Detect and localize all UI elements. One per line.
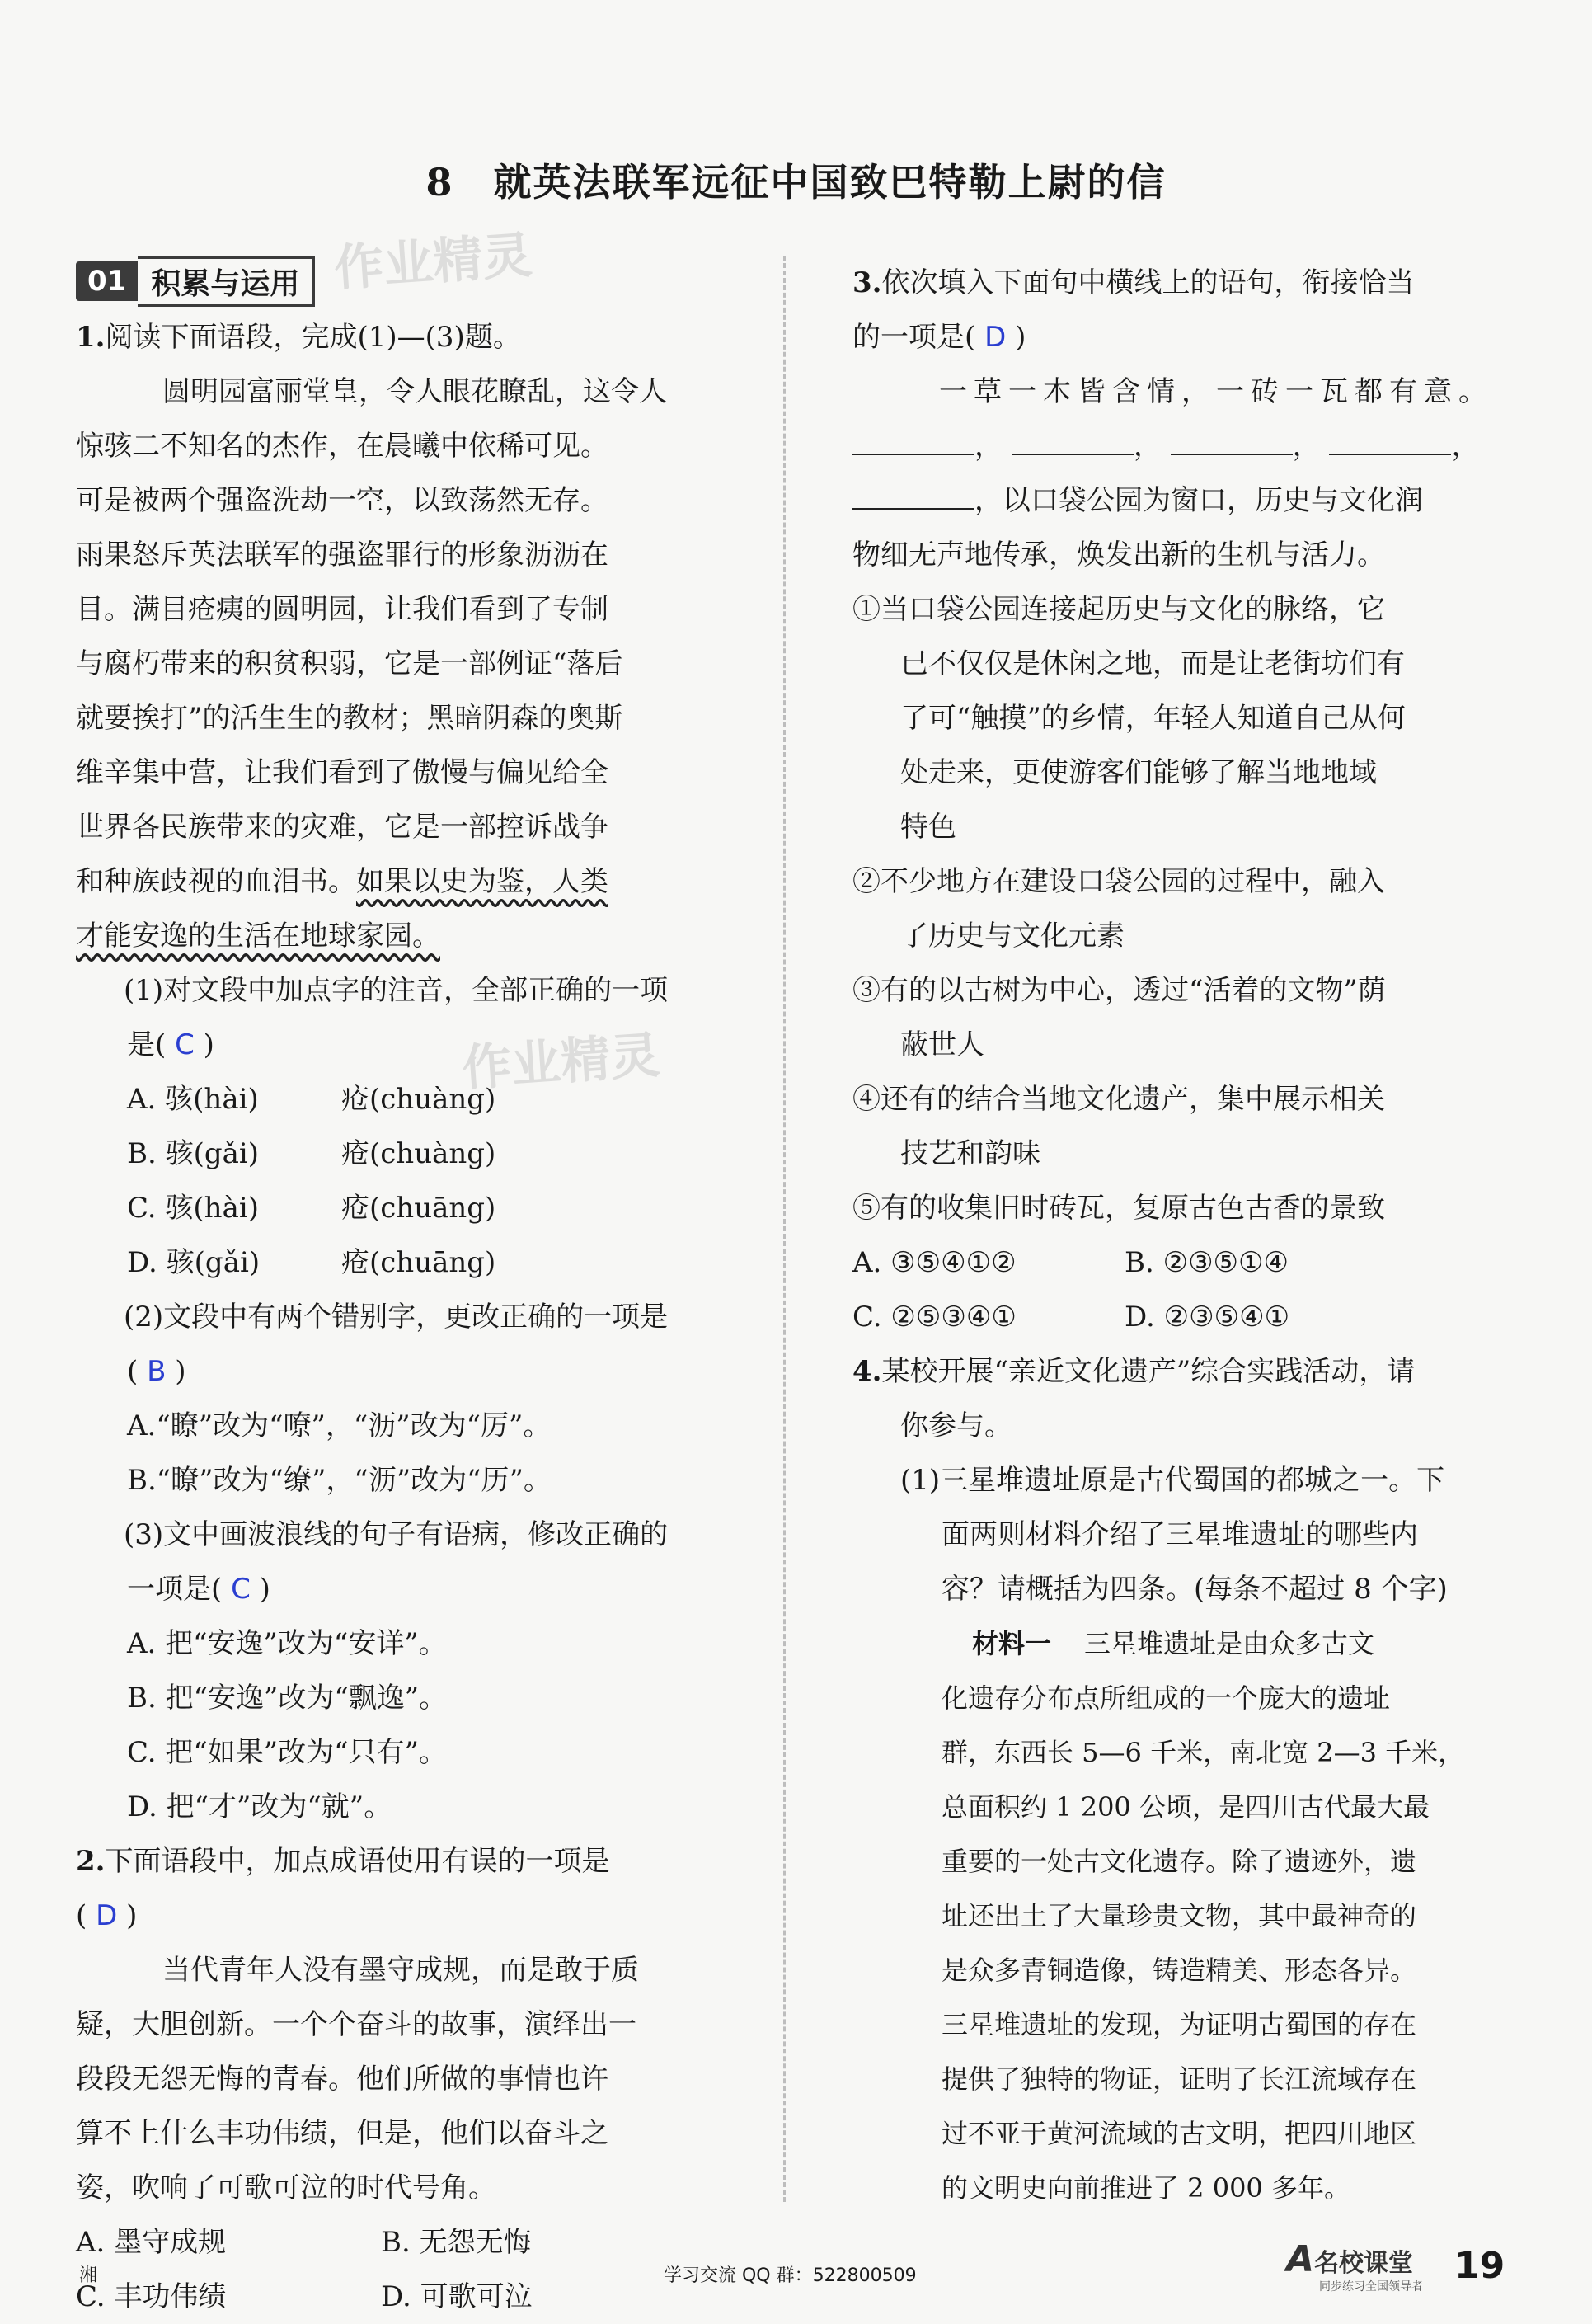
q3-item: 处走来，更使游客们能够了解当地地域 [900,756,1377,789]
q3-item: ①当口袋公园连接起历史与文化的脉络，它 [852,593,1385,626]
watermark-mid: 作业精灵 [460,1026,662,1098]
option-row: A.“瞭”改为“嘹”，“沥”改为“厉”。 [127,1409,552,1442]
q3-item: ⑤有的收集旧时砖瓦，复原古色古香的景致 [852,1192,1385,1225]
q1-passage-line: 圆明园富丽堂皇，令人眼花瞭乱，这令人 [162,375,667,408]
option-row: D. 把“才”改为“就”。 [127,1790,392,1823]
q1-sub2-answer-line: ( B ) [127,1355,186,1388]
q2-passage-line: 当代青年人没有墨守成规，而是敢于质 [162,1954,639,1987]
option-row: B.“瞭”改为“缭”，“沥”改为“历”。 [127,1464,552,1497]
q3-item: ③有的以古树为中心，透过“活着的文物”荫 [852,974,1386,1007]
material-line: 化遗存分布点所组成的一个庞大的遗址 [942,1682,1391,1714]
q4-stem: 你参与。 [900,1409,1012,1442]
section-header [76,256,760,307]
q3-answer-line: 的一项是( D ) [852,321,1026,354]
q2-passage-line: 算不上什么丰功伟绩，但是，他们以奋斗之 [76,2117,608,2150]
q1-sub1-stem: (1)对文段中加点字的注音，全部正确的一项 [124,974,669,1007]
q2-answer-line: ( D ) [76,1899,138,1932]
section-number: 01 [76,261,138,301]
material-line: 三星堆遗址的发现，为证明古蜀国的存在 [942,2009,1417,2040]
option-row: A. 墨守成规 B. 无怨无悔 [76,2226,532,2259]
q3-item: ②不少地方在建设口袋公园的过程中，融入 [852,865,1385,898]
material-line: 过不亚于黄河流域的古文明，把四川地区 [942,2118,1417,2149]
q4-sub1: 容？请概括为四条。(每条不超过 8 个字) [942,1573,1448,1606]
q2-passage-line: 疑，大胆创新。一个个奋斗的故事，演绎出一 [76,2008,636,2041]
option-row: C. 把“如果”改为“只有”。 [127,1736,447,1769]
material-line: 群，东西长 5—6 千米，南北宽 2—3 千米， [942,1737,1465,1768]
q1-stem: 1.阅读下面语段，完成(1)—(3)题。 [76,321,521,354]
fill-blank [1171,429,1293,455]
wavy-sentence: 如果以史为鉴，人类 [356,865,608,898]
footer-qq-group: 学习交流 QQ 群：522800509 [664,2265,917,2286]
wavy-sentence: 才能安逸的生活在地球家园。 [76,920,440,953]
q3-item: 蔽世人 [900,1028,984,1061]
q3-item: ④还有的结合当地文化遗产，集中展示相关 [852,1083,1385,1116]
q1-passage-line: 就要挨打”的活生生的教材；黑暗阴森的奥斯 [76,702,623,735]
answer-mark: D [96,1899,118,1932]
q1-passage-line [76,909,760,963]
section-title: 积累与运用 [138,256,315,307]
q1-sub3-stem: (3)文中画波浪线的句子有语病，修改正确的 [124,1518,669,1551]
option-row: C. 骇(hài) 疮(chuāng) [127,1192,496,1225]
left-column [76,256,760,2324]
column-divider [783,256,786,2202]
option-row: A. 骇(hài) 疮(chuàng) [127,1083,496,1116]
option-row: D. 骇(gǎi) 疮(chuāng) [127,1246,496,1279]
material-line: 址还出土了大量珍贵文物，其中最神奇的 [942,1900,1417,1931]
q3-item: 特色 [900,811,956,844]
publisher-logo: A名校课堂 同步练习全国领导者 [1286,2238,1423,2293]
q3-item: 已不仅仅是休闲之地，而是让老街坊们有 [900,647,1405,680]
q2-stem: 2.下面语段中，加点成语使用有误的一项是 [76,1845,610,1878]
material-line: 提供了独特的物证，证明了长江流域存在 [942,2063,1417,2095]
q3-blanks: ， ， ， ， [852,419,1529,473]
q3-sentence: 物细无声地传承，焕发出新的生机与活力。 [852,539,1385,572]
q3-item: 了可“触摸”的乡情，年轻人知道自己从何 [900,702,1406,735]
material-line: 材料一 三星堆遗址是由众多古文 [972,1628,1375,1659]
watermark-top: 作业精灵 [332,226,534,299]
answer-mark: C [175,1028,195,1061]
material-line: 是众多青铜造像，铸造精美、形态各异。 [942,1955,1417,1986]
q1-passage-line: 和种族歧视的血泪书。如果以史为鉴，人类 [76,865,608,898]
q3-item: 技艺和韵味 [900,1137,1040,1170]
option-row: C. 丰功伟绩 D. 可歌可泣 [76,2280,533,2313]
option-row: A. ③⑤④①② B. ②③⑤①④ [852,1246,1289,1279]
fill-blank [852,429,974,455]
option-row: B. 把“安逸”改为“飘逸”。 [127,1682,448,1715]
option-row: C. ②⑤③④① D. ②③⑤④① [852,1301,1290,1334]
q1-sub2-stem: (2)文段中有两个错别字，更改正确的一项是 [124,1301,669,1334]
material-line: 的文明史向前推进了 2 000 多年。 [942,2172,1350,2204]
q1-passage-line: 目。满目疮痍的圆明园，让我们看到了专制 [76,593,608,626]
fill-blank [852,483,974,510]
q1-sub3-answer-line: 一项是( C ) [127,1573,270,1606]
material-line: 重要的一处古文化遗存。除了遗迹外，遗 [942,1846,1417,1877]
q1-passage-line: 可是被两个强盗洗劫一空，以致荡然无存。 [76,484,608,517]
footer-region-mark: 湘 [79,2265,98,2286]
q1-passage-line: 雨果怒斥英法联军的强盗罪行的形象沥沥在 [76,539,608,572]
fill-blank [1329,429,1451,455]
option-row: B. 骇(gǎi) 疮(chuàng) [127,1137,496,1170]
q3-sentence: ，以口袋公园为窗口，历史与文化润 [852,473,1529,528]
q1-passage-line: 惊骇二不知名的杰作，在晨曦中依稀可见。 [76,430,608,463]
answer-mark: D [984,321,1007,354]
q1-passage-line: 世界各民族带来的灾难，它是一部控诉战争 [76,811,608,844]
q4-stem: 4.某校开展“亲近文化遗产”综合实践活动，请 [852,1355,1416,1388]
right-column [852,256,1529,2215]
q2-passage-line: 姿，吹响了可歌可泣的时代号角。 [76,2171,496,2204]
material-label: 材料一 [972,1628,1052,1659]
q1-passage-line: 与腐朽带来的积贫积弱，它是一部例证“落后 [76,647,623,680]
page-number: 19 [1454,2245,1505,2287]
option-row: A. 把“安逸”改为“安详”。 [127,1627,447,1660]
q3-item: 了历史与文化元素 [900,920,1125,953]
answer-mark: C [231,1573,251,1606]
q1-sub1-answer-line: 是( C ) [127,1028,214,1061]
answer-mark: B [147,1355,167,1388]
page-title: 8 就英法联军远征中国致巴特勒上尉的信 [425,160,1167,205]
q3-sentence: 一草一木皆含情，一砖一瓦都有意。 [939,375,1493,408]
q3-stem: 3.依次填入下面句中横线上的语句，衔接恰当 [852,266,1415,299]
q1-passage-line: 维辛集中营，让我们看到了傲慢与偏见给全 [76,756,608,789]
q4-sub1: 面两则材料介绍了三星堆遗址的哪些内 [942,1518,1418,1551]
q2-passage-line: 段段无怨无悔的青春。他们所做的事情也许 [76,2063,608,2096]
material-line: 总面积约 1 200 公顷，是四川古代最大最 [942,1791,1430,1823]
fill-blank [1012,429,1134,455]
q4-sub1: (1)三星堆遗址原是古代蜀国的都城之一。下 [900,1464,1445,1497]
